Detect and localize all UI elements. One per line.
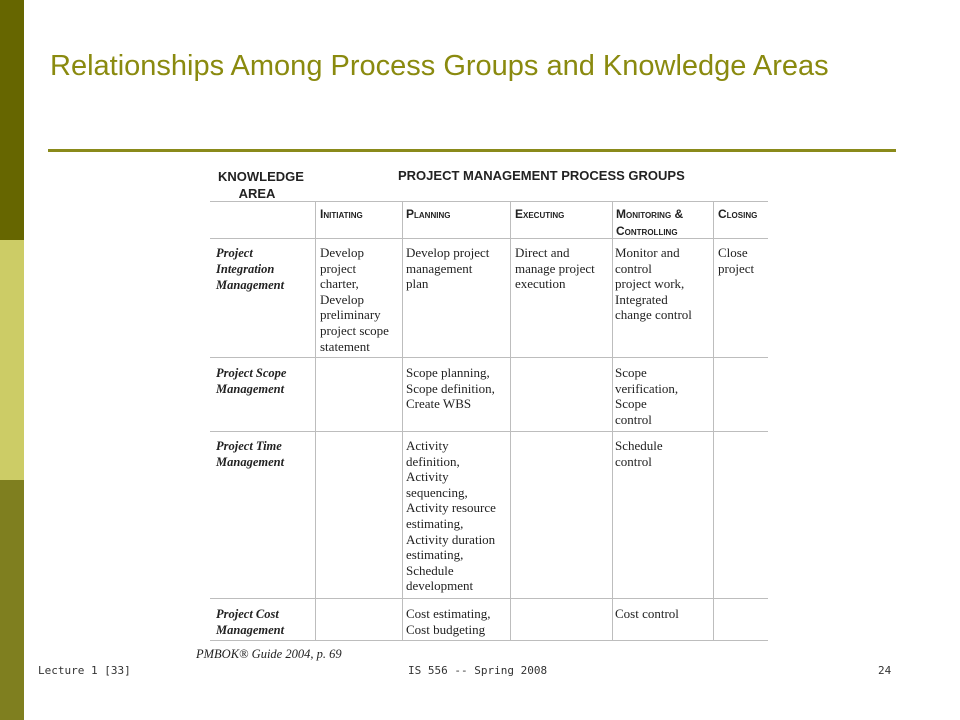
cell-integration-closing: Close project (718, 245, 755, 276)
footer-course: IS 556 -- Spring 2008 (408, 664, 548, 677)
row-header-cost: Project Cost Management (216, 607, 285, 637)
table-divider (210, 431, 768, 432)
row-header-integration: Project Integration Management (216, 246, 285, 292)
cell-time-monitoring: Schedule control (615, 438, 663, 469)
table-divider (315, 201, 316, 640)
table-divider (612, 201, 613, 640)
title-divider (48, 149, 896, 152)
table-divider (210, 238, 768, 239)
accent-bar-bottom (0, 480, 24, 720)
table-divider (210, 640, 768, 641)
footer-lecture: Lecture 1 [33] (38, 664, 131, 677)
cell-integration-executing: Direct and manage project execution (515, 245, 595, 292)
cell-integration-planning: Develop project management plan (406, 245, 490, 292)
slide-title: Relationships Among Process Groups and Knowledge Areas (50, 50, 829, 82)
row-header-time: Project Time Management (216, 439, 285, 469)
cell-cost-monitoring: Cost control (615, 606, 679, 621)
cell-time-planning: Activity definition, Activity sequencing, Activity resource estimating, Activity duration estimating, Schedule development (406, 438, 496, 594)
source-caption: PMBOK® Guide 2004, p. 69 (196, 647, 342, 661)
table-divider (713, 201, 714, 640)
page-number: 24 (878, 664, 892, 677)
table-divider (210, 201, 768, 202)
table-divider (210, 357, 768, 358)
column-header-initiating: Initiating (320, 207, 363, 221)
cell-integration-initiating: Develop project charter, Develop preliminary project scope statement (320, 245, 389, 354)
process-groups-header: PROJECT MANAGEMENT PROCESS GROUPS (398, 168, 685, 183)
knowledge-area-header: KNOWLEDGE AREA (218, 169, 304, 201)
column-header-closing: Closing (718, 207, 758, 221)
process-groups-table (210, 160, 768, 642)
table-divider (510, 201, 511, 640)
row-header-scope: Project Scope Management (216, 366, 287, 396)
accent-bar-middle (0, 240, 24, 480)
cell-integration-monitoring: Monitor and control project work, Integrated change control (615, 245, 692, 323)
cell-scope-planning: Scope planning, Scope definition, Create WBS (406, 365, 495, 412)
table-divider (402, 201, 403, 640)
table-divider (210, 598, 768, 599)
column-header-monitoring: Monitoring & Controlling (616, 207, 684, 238)
accent-bar-top (0, 0, 24, 240)
cell-scope-monitoring: Scope verification, Scope control (615, 365, 679, 427)
column-header-planning: Planning (406, 207, 451, 221)
cell-cost-planning: Cost estimating, Cost budgeting (406, 606, 491, 637)
column-header-executing: Executing (515, 207, 565, 221)
